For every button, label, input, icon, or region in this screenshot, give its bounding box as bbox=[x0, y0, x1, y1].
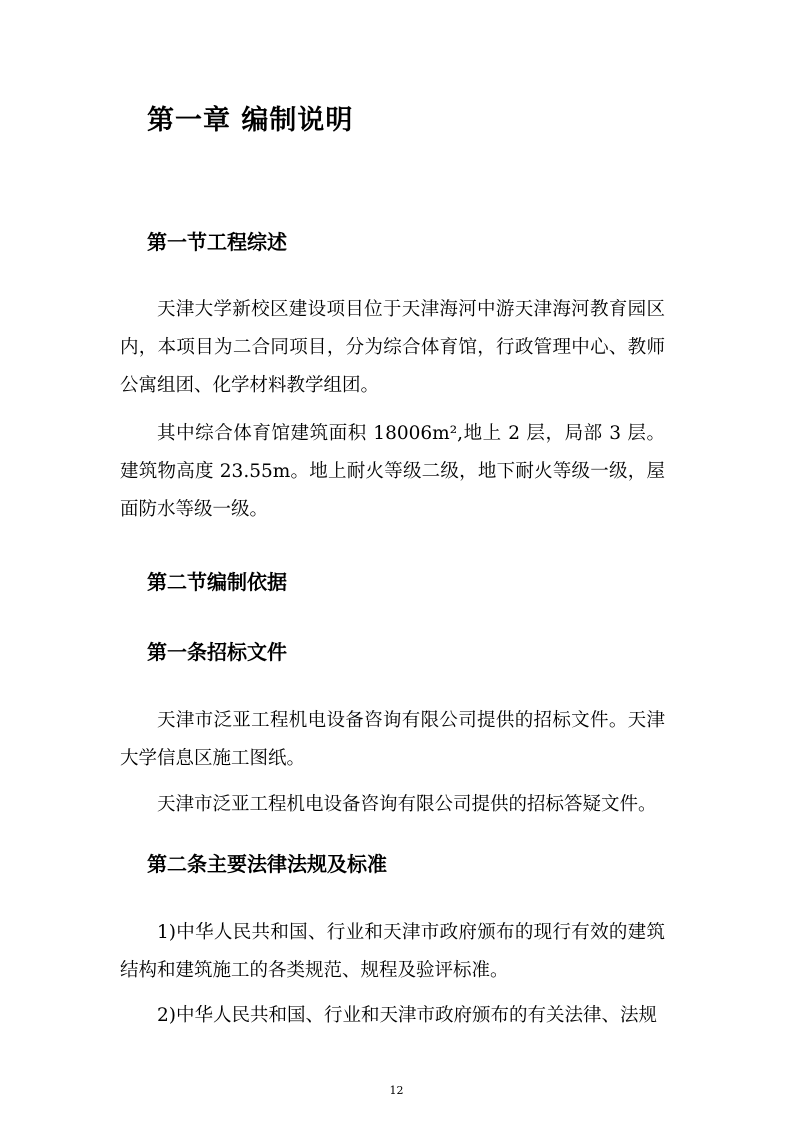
chapter-title: 第一章 编制说明 bbox=[147, 105, 354, 136]
paragraph-tender-qa-documents: 天津市泛亚工程机电设备咨询有限公司提供的招标答疑文件。 bbox=[157, 794, 657, 815]
paragraph-standards-item-2: 2)中华人民共和国、行业和天津市政府颁布的有关法律、法规 bbox=[157, 1005, 657, 1026]
section-heading-compilation-basis: 第二节编制依据 bbox=[147, 570, 287, 594]
section-heading-project-overview: 第一节工程综述 bbox=[147, 230, 287, 254]
paragraph-standards-item-1: 1)中华人民共和国、行业和天津市政府颁布的现行有效的建筑结构和建筑施工的各类规范、规程及验评标准。 bbox=[120, 922, 665, 981]
page-number: 12 bbox=[389, 1084, 404, 1097]
paragraph-gymnasium-details: 其中综合体育馆建筑面积 18006m²,地上 2 层，局部 3 层。建筑物高度 23.55m。地上耐火等级二级，地下耐火等级一级，屋面防水等级一级。 bbox=[120, 423, 665, 520]
article-heading-laws-and-standards: 第二条主要法律法规及标准 bbox=[147, 852, 387, 876]
paragraph-tender-documents: 天津市泛亚工程机电设备咨询有限公司提供的招标文件。天津大学信息区施工图纸。 bbox=[120, 710, 665, 769]
article-heading-tender-documents: 第一条招标文件 bbox=[147, 640, 287, 664]
paragraph-project-location: 天津大学新校区建设项目位于天津海河中游天津海河教育园区内，本项目为二合同项目，分为综合体育馆，行政管理中心、教师公寓组团、化学材料教学组团。 bbox=[120, 299, 665, 396]
